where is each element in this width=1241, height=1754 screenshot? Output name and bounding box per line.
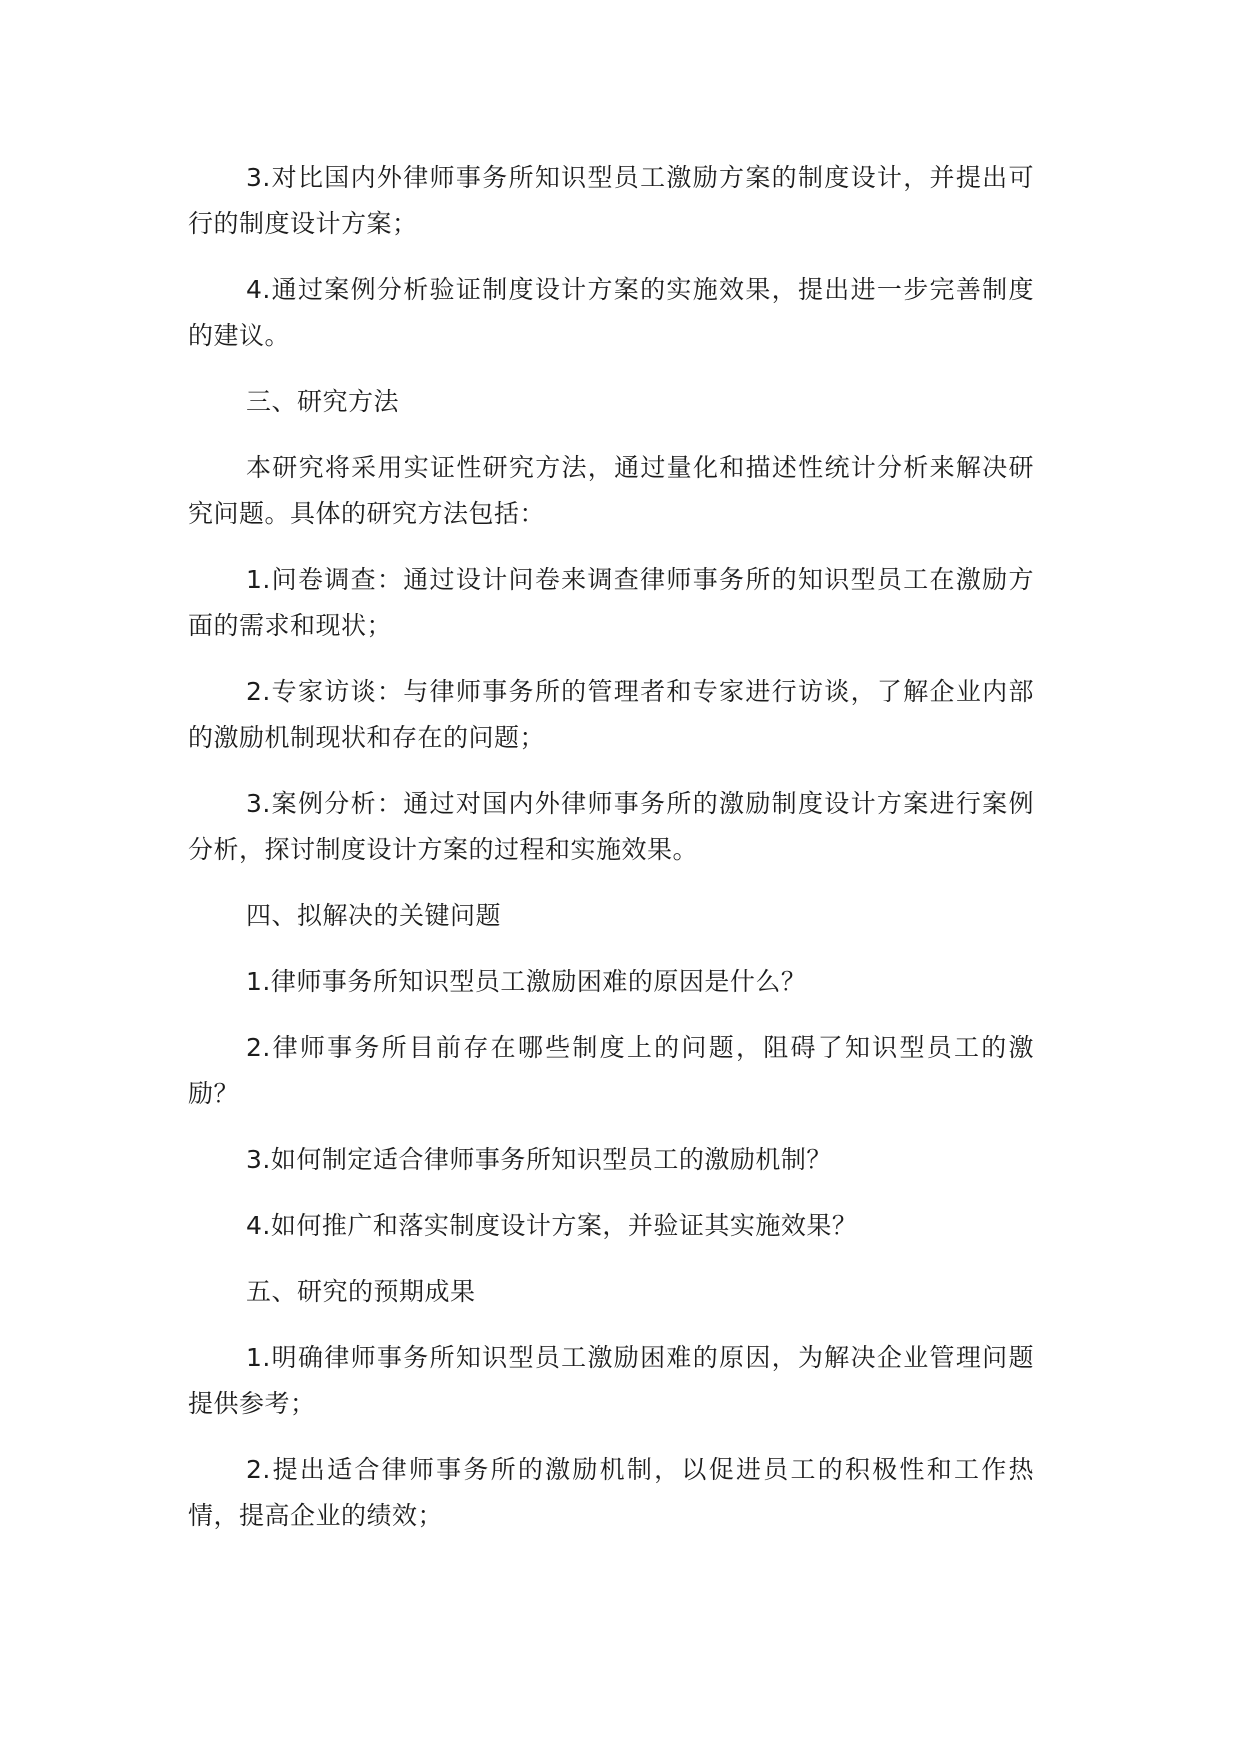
key-problem-item-2: 2.律师事务所目前存在哪些制度上的问题，阻碍了知识型员工的激励？ <box>188 1033 1034 1108</box>
expected-result-item-1: 1.明确律师事务所知识型员工激励困难的原因，为解决企业管理问题提供参考； <box>188 1343 1034 1418</box>
section-heading-key-problems: 四、拟解决的关键问题 <box>246 901 502 930</box>
key-problem-item-3: 3.如何制定适合律师事务所知识型员工的激励机制？ <box>246 1145 832 1174</box>
methods-intro-paragraph: 本研究将采用实证性研究方法，通过量化和描述性统计分析来解决研究问题。具体的研究方法包括： <box>188 453 1034 528</box>
list-item-3-system-design: 3.对比国内外律师事务所知识型员工激励方案的制度设计，并提出可行的制度设计方案； <box>188 163 1034 238</box>
section-heading-research-methods: 三、研究方法 <box>246 387 400 416</box>
list-item-4-case-verification: 4.通过案例分析验证制度设计方案的实施效果，提出进一步完善制度的建议。 <box>188 275 1034 350</box>
key-problem-item-1: 1.律师事务所知识型员工激励困难的原因是什么？ <box>246 967 807 996</box>
method-item-expert-interview: 2.专家访谈：与律师事务所的管理者和专家进行访谈，了解企业内部的激励机制现状和存在的问题； <box>188 677 1034 752</box>
method-item-questionnaire: 1.问卷调查：通过设计问卷来调查律师事务所的知识型员工在激励方面的需求和现状； <box>188 565 1034 640</box>
document-body <box>188 155 1034 1559</box>
method-item-case-analysis: 3.案例分析：通过对国内外律师事务所的激励制度设计方案进行案例分析，探讨制度设计方案的过程和实施效果。 <box>188 789 1034 864</box>
section-heading-expected-results: 五、研究的预期成果 <box>246 1277 476 1306</box>
expected-result-item-2: 2.提出适合律师事务所的激励机制，以促进员工的积极性和工作热情，提高企业的绩效； <box>188 1455 1034 1530</box>
key-problem-item-4: 4.如何推广和落实制度设计方案，并验证其实施效果？ <box>246 1211 858 1240</box>
